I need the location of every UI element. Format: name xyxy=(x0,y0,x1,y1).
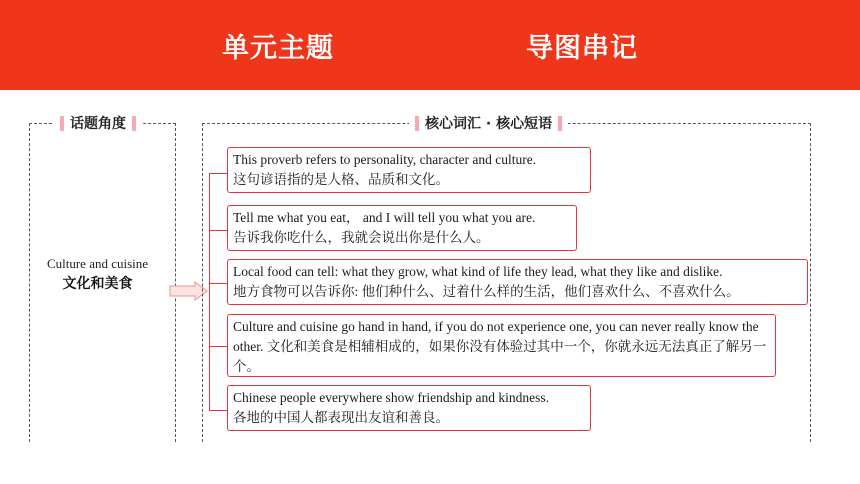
sentence-english: Chinese people everywhere show friendship and kindness. xyxy=(233,390,550,405)
topic-panel-title: 话题角度 xyxy=(70,116,126,132)
connector-tick xyxy=(209,230,228,231)
heading-bar-icon xyxy=(558,116,562,131)
sentence-chinese: 地方食物可以告诉你: 他们种什么、过着什么样的生活，他们喜欢什么、不喜欢什么。 xyxy=(233,284,740,299)
connector-tick xyxy=(209,283,228,284)
sentence-chinese: 告诉我你吃什么，我就会说出你是什么人。 xyxy=(233,230,490,245)
topic-english: Culture and cuisine xyxy=(46,256,149,271)
sentence-chinese: 文化和美食是相辅相成的，如果你没有体验过其中一个，你就永远无法真正了解另一个。 xyxy=(233,339,767,374)
connector-tick xyxy=(209,173,228,174)
connector-tick xyxy=(209,410,228,411)
topic-label xyxy=(30,254,165,295)
sentence-english: Local food can tell: what they grow, what kind of life they lead, what they like and dislike. xyxy=(233,264,723,279)
heading-bar-icon xyxy=(60,116,64,131)
vocabulary-panel-title: 核心词汇 · 核心短语 xyxy=(425,116,553,132)
sentence-english: This proverb refers to personality, character and culture. xyxy=(233,152,537,167)
heading-bar-icon xyxy=(415,116,419,131)
sentence-card xyxy=(227,205,577,251)
sentence-card xyxy=(227,259,808,305)
sentence-text xyxy=(233,317,771,377)
sentence-card xyxy=(227,385,591,431)
sentence-english: Tell me what you eat， and I will tell you what you are. xyxy=(233,210,536,225)
sentence-card xyxy=(227,147,591,193)
topic-panel-heading xyxy=(54,113,142,133)
sentence-chinese: 这句谚语指的是人格、品质和文化。 xyxy=(233,172,449,187)
connector-tick xyxy=(209,346,228,347)
sentence-chinese: 各地的中国人都表现出友谊和善良。 xyxy=(233,410,449,425)
bracket-connector xyxy=(209,173,210,410)
heading-bar-icon xyxy=(132,116,136,131)
vocabulary-panel-heading xyxy=(409,113,568,133)
sentence-card xyxy=(227,314,776,377)
sentence-english: Culture and cuisine go hand in hand, if you do not experience one, you can never really know the other. xyxy=(233,319,759,354)
page-title: 单元主题 导图串记 xyxy=(222,32,638,64)
topic-chinese: 文化和美食 xyxy=(62,276,133,292)
title-banner xyxy=(0,0,860,90)
